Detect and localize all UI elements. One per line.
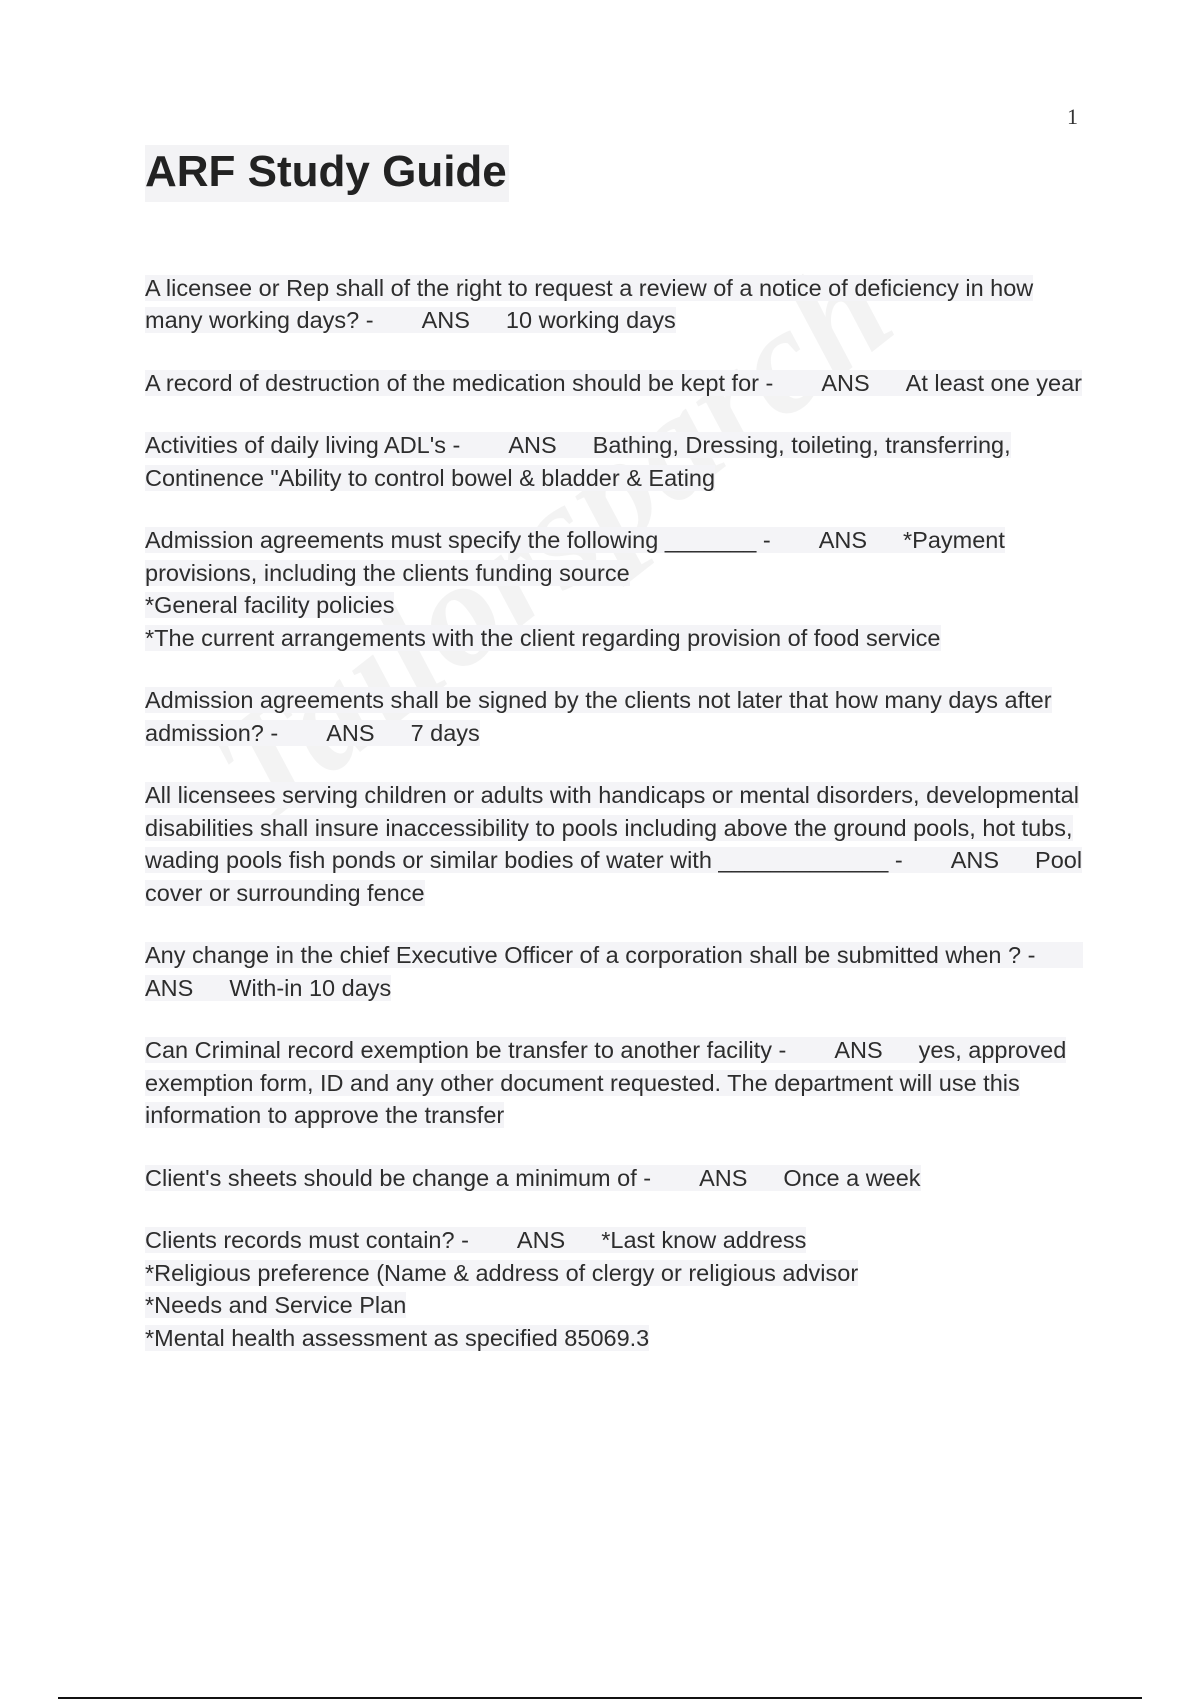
- qa-question: A licensee or Rep shall of the right to request a review of a notice of deficiency in how many working days? -: [145, 274, 1034, 334]
- qa-question: Clients records must contain? -: [145, 1227, 469, 1254]
- qa-entry: [145, 684, 1095, 749]
- qa-entry: [145, 779, 1095, 909]
- qa-question: Client's sheets should be change a minimum of -: [145, 1164, 652, 1191]
- qa-question: All licensees serving children or adults with handicaps or mental disorders, developmental disabilities shall insure inaccessibility to pools including above the ground pools, hot tubs, wading pools fish ponds or similar bodies of water with _____________ -: [145, 782, 1079, 874]
- qa-answer-item-text: *Religious preference (Name & address of clergy or religious advisor: [145, 1259, 859, 1286]
- qa-answer: Bathing, Dressing, toileting, transferring, Continence "Ability to control bowel & bladder & Eating: [145, 432, 1011, 491]
- qa-answer-item: [145, 1257, 1095, 1290]
- qa-main-line: [145, 275, 1033, 334]
- answer-marker: ANS: [699, 1164, 748, 1191]
- qa-answer: 10 working days: [505, 307, 676, 334]
- answer-marker: ANS: [818, 527, 868, 554]
- answer-marker: ANS: [145, 974, 194, 1001]
- qa-answer: With-in 10 days: [229, 974, 392, 1001]
- answer-marker: ANS: [821, 369, 870, 396]
- qa-main-line: [145, 782, 1082, 906]
- qa-question: Can Criminal record exemption be transfer to another facility -: [145, 1037, 787, 1064]
- page-number: 1: [1067, 104, 1078, 129]
- qa-main-line: [145, 370, 1082, 396]
- qa-main-line: [145, 1227, 806, 1253]
- qa-main-line: [145, 687, 1052, 746]
- qa-main-line: [145, 527, 1005, 586]
- qa-entry: [145, 1034, 1095, 1132]
- qa-answer-item: [145, 589, 1095, 622]
- qa-answer: yes, approved exemption form, ID and any other document requested. The department will use this information to approve the transfer: [145, 1037, 1067, 1129]
- qa-question: A record of destruction of the medication should be kept for -: [145, 369, 774, 396]
- qa-entry: [145, 939, 1095, 1004]
- qa-answer: Once a week: [783, 1164, 921, 1191]
- qa-entry: [145, 524, 1095, 654]
- answer-marker: ANS: [508, 432, 557, 459]
- document-body: [145, 145, 1095, 1384]
- qa-answer-item: [145, 622, 1095, 655]
- qa-answer: *Last know address: [601, 1227, 807, 1254]
- qa-answer: At least one year: [905, 369, 1083, 396]
- answer-marker: ANS: [421, 307, 470, 334]
- qa-entry: [145, 1224, 1095, 1354]
- qa-entry: [145, 272, 1095, 337]
- qa-entry: [145, 1162, 1095, 1195]
- qa-main-line: [145, 1037, 1066, 1128]
- qa-entry: [145, 429, 1095, 494]
- answer-marker: ANS: [516, 1227, 566, 1254]
- qa-answer-item: [145, 1289, 1095, 1322]
- qa-answer-item-text: *Needs and Service Plan: [145, 1292, 407, 1319]
- qa-question: Admission agreements shall be signed by the clients not later that how many days after admission? -: [145, 687, 1052, 746]
- qa-entry: [145, 367, 1095, 400]
- qa-list: [145, 272, 1095, 1355]
- qa-answer-item-text: *The current arrangements with the client regarding provision of food service: [145, 624, 941, 651]
- qa-question: Activities of daily living ADL's -: [145, 432, 461, 459]
- answer-marker: ANS: [834, 1037, 883, 1064]
- qa-answer: Pool cover or surrounding fence: [145, 847, 1083, 906]
- footer-rule: [58, 1697, 1142, 1699]
- qa-main-line: [145, 1165, 921, 1191]
- answer-marker: ANS: [326, 719, 375, 746]
- qa-answer-item-text: *General facility policies: [145, 592, 395, 619]
- qa-answer-item-text: *Mental health assessment as specified 85069.3: [145, 1324, 650, 1351]
- answer-marker: ANS: [950, 847, 1000, 874]
- qa-question: Any change in the chief Executive Officer of a corporation shall be submitted when ? -: [145, 942, 1036, 969]
- qa-answer: 7 days: [410, 719, 480, 746]
- document-title: ARF Study Guide: [145, 145, 509, 202]
- qa-main-line: [145, 432, 1011, 491]
- qa-answer: *Payment provisions, including the clients funding source: [145, 527, 1005, 586]
- qa-answer-item: [145, 1322, 1095, 1355]
- qa-main-line: [145, 942, 1083, 1001]
- qa-question: Admission agreements must specify the following _______ -: [145, 527, 771, 554]
